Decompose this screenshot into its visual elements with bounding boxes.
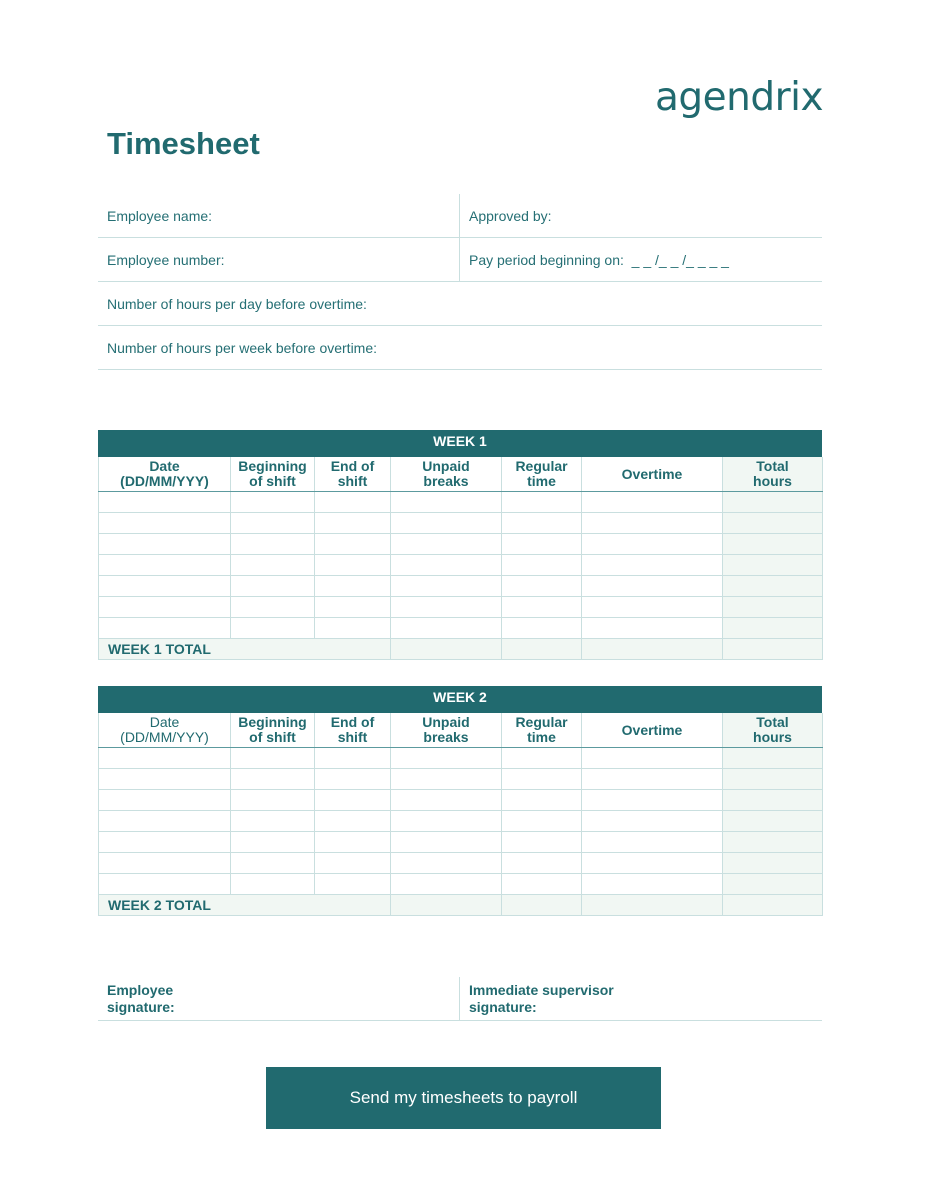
entry-cell[interactable]	[723, 576, 823, 597]
entry-cell[interactable]	[99, 492, 231, 513]
week-1-rows	[99, 492, 823, 660]
week-2-rows	[99, 748, 823, 916]
send-to-payroll-button[interactable]: Send my timesheets to payroll	[266, 1067, 661, 1129]
entry-cell[interactable]	[502, 790, 582, 811]
entry-cell[interactable]	[502, 769, 582, 790]
entry-cell[interactable]	[391, 534, 502, 555]
table-row	[99, 748, 823, 769]
entry-cell[interactable]	[723, 769, 823, 790]
entry-cell[interactable]	[723, 597, 823, 618]
table-row	[99, 874, 823, 895]
entry-cell[interactable]	[231, 555, 315, 576]
entry-cell[interactable]	[231, 832, 315, 853]
entry-cell[interactable]	[231, 597, 315, 618]
signature-section	[98, 977, 822, 1021]
entry-cell[interactable]	[391, 874, 502, 895]
entry-cell[interactable]	[231, 769, 315, 790]
total-cell[interactable]	[723, 639, 823, 660]
entry-cell[interactable]	[502, 534, 582, 555]
entry-cell[interactable]	[231, 513, 315, 534]
entry-cell[interactable]	[391, 597, 502, 618]
col-total: Total hours	[723, 713, 823, 748]
entry-cell[interactable]	[391, 492, 502, 513]
table-row	[99, 555, 823, 576]
entry-cell[interactable]	[582, 576, 723, 597]
table-row	[99, 811, 823, 832]
info-row	[98, 194, 822, 238]
total-cell[interactable]	[582, 895, 723, 916]
entry-cell[interactable]	[99, 534, 231, 555]
table-row	[99, 492, 823, 513]
entry-cell[interactable]	[315, 769, 391, 790]
entry-cell[interactable]	[502, 492, 582, 513]
total-cell[interactable]	[723, 895, 823, 916]
entry-cell[interactable]	[502, 597, 582, 618]
week-total-row	[99, 895, 823, 916]
entry-cell[interactable]	[391, 832, 502, 853]
entry-cell[interactable]	[582, 597, 723, 618]
entry-cell[interactable]	[231, 790, 315, 811]
entry-cell[interactable]	[315, 513, 391, 534]
entry-cell[interactable]	[502, 618, 582, 639]
entry-cell[interactable]	[315, 874, 391, 895]
entry-cell[interactable]	[723, 555, 823, 576]
col-overtime: Overtime	[582, 457, 723, 492]
col-regular: Regular time	[502, 457, 582, 492]
entry-cell[interactable]	[502, 748, 582, 769]
entry-cell[interactable]	[391, 769, 502, 790]
total-cell[interactable]	[582, 639, 723, 660]
entry-cell[interactable]	[391, 576, 502, 597]
entry-cell[interactable]	[231, 618, 315, 639]
entry-cell[interactable]	[723, 853, 823, 874]
table-row	[99, 597, 823, 618]
col-overtime: Overtime	[582, 713, 723, 748]
entry-cell[interactable]	[391, 748, 502, 769]
entry-cell[interactable]	[723, 790, 823, 811]
entry-cell[interactable]	[315, 555, 391, 576]
entry-cell[interactable]	[99, 853, 231, 874]
hours-per-day-field[interactable]: Number of hours per day before overtime:	[107, 295, 367, 312]
entry-cell[interactable]	[502, 811, 582, 832]
week-2-header: WEEK 2	[98, 686, 822, 713]
entry-cell[interactable]	[99, 790, 231, 811]
entry-cell[interactable]	[391, 618, 502, 639]
entry-cell[interactable]	[99, 832, 231, 853]
employee-signature-field[interactable]: Employee signature:	[98, 977, 460, 1020]
entry-cell[interactable]	[723, 811, 823, 832]
pay-period-field[interactable]: Pay period beginning on: _ _ /_ _ /_ _ _ _	[469, 251, 729, 268]
entry-cell[interactable]	[502, 832, 582, 853]
total-cell[interactable]	[391, 639, 502, 660]
week-1-table	[98, 430, 822, 660]
entry-cell[interactable]	[315, 576, 391, 597]
entry-cell[interactable]	[502, 853, 582, 874]
entry-cell[interactable]	[99, 576, 231, 597]
entry-cell[interactable]	[99, 748, 231, 769]
total-cell[interactable]	[502, 639, 582, 660]
entry-cell[interactable]	[582, 811, 723, 832]
week-2-grid	[98, 713, 823, 916]
entry-cell[interactable]	[99, 555, 231, 576]
entry-cell[interactable]	[582, 832, 723, 853]
entry-cell[interactable]	[582, 618, 723, 639]
entry-cell[interactable]	[231, 748, 315, 769]
col-end: End of shift	[315, 713, 391, 748]
col-total: Total hours	[723, 457, 823, 492]
entry-cell[interactable]	[315, 811, 391, 832]
entry-cell[interactable]	[315, 492, 391, 513]
hours-per-week-field[interactable]: Number of hours per week before overtime:	[107, 339, 378, 356]
col-unpaid: Unpaid breaks	[391, 713, 502, 748]
entry-cell[interactable]	[315, 534, 391, 555]
entry-cell[interactable]	[723, 534, 823, 555]
employee-info-section	[98, 194, 822, 370]
entry-cell[interactable]	[315, 790, 391, 811]
agendrix-logo: agendrix	[655, 75, 824, 120]
entry-cell[interactable]	[391, 513, 502, 534]
entry-cell[interactable]	[502, 513, 582, 534]
col-regular: Regular time	[502, 713, 582, 748]
employee-number-field[interactable]: Employee number:	[98, 238, 460, 281]
entry-cell[interactable]	[315, 853, 391, 874]
total-cell[interactable]	[502, 895, 582, 916]
col-date: Date (DD/MM/YYY)	[99, 713, 231, 748]
entry-cell[interactable]	[502, 874, 582, 895]
info-row	[98, 282, 822, 326]
entry-cell[interactable]	[99, 597, 231, 618]
entry-cell[interactable]	[582, 555, 723, 576]
table-row	[99, 853, 823, 874]
entry-cell[interactable]	[723, 748, 823, 769]
entry-cell[interactable]	[391, 853, 502, 874]
entry-cell[interactable]	[582, 513, 723, 534]
entry-cell[interactable]	[502, 555, 582, 576]
entry-cell[interactable]	[391, 790, 502, 811]
entry-cell[interactable]	[582, 769, 723, 790]
entry-cell[interactable]	[391, 811, 502, 832]
entry-cell[interactable]	[99, 513, 231, 534]
week-total-label: WEEK 1 TOTAL	[99, 639, 391, 660]
entry-cell[interactable]	[231, 874, 315, 895]
entry-cell[interactable]	[582, 790, 723, 811]
entry-cell[interactable]	[231, 811, 315, 832]
col-date: Date (DD/MM/YYY)	[99, 457, 231, 492]
table-row	[99, 534, 823, 555]
table-row	[99, 576, 823, 597]
entry-cell[interactable]	[723, 618, 823, 639]
entry-cell[interactable]	[315, 748, 391, 769]
table-row	[99, 790, 823, 811]
entry-cell[interactable]	[231, 853, 315, 874]
entry-cell[interactable]	[723, 832, 823, 853]
entry-cell[interactable]	[723, 492, 823, 513]
table-row	[99, 618, 823, 639]
week-total-label: WEEK 2 TOTAL	[99, 895, 391, 916]
entry-cell[interactable]	[582, 853, 723, 874]
entry-cell[interactable]	[582, 492, 723, 513]
col-unpaid: Unpaid breaks	[391, 457, 502, 492]
entry-cell[interactable]	[99, 618, 231, 639]
week-1-grid	[98, 457, 823, 660]
entry-cell[interactable]	[99, 811, 231, 832]
employee-name-field[interactable]: Employee name:	[98, 194, 460, 237]
week-total-row	[99, 639, 823, 660]
table-row	[99, 769, 823, 790]
col-beginning: Beginning of shift	[231, 457, 315, 492]
entry-cell[interactable]	[723, 513, 823, 534]
col-end: End of shift	[315, 457, 391, 492]
entry-cell[interactable]	[315, 832, 391, 853]
entry-cell[interactable]	[391, 555, 502, 576]
entry-cell[interactable]	[582, 874, 723, 895]
entry-cell[interactable]	[582, 748, 723, 769]
entry-cell[interactable]	[231, 576, 315, 597]
supervisor-signature-field[interactable]: Immediate supervisor signature:	[469, 982, 614, 1015]
entry-cell[interactable]	[99, 769, 231, 790]
entry-cell[interactable]	[99, 874, 231, 895]
week-1-header: WEEK 1	[98, 430, 822, 457]
week-2-table	[98, 686, 822, 916]
table-row	[99, 832, 823, 853]
page-title: Timesheet	[107, 126, 260, 161]
entry-cell[interactable]	[231, 492, 315, 513]
approved-by-field[interactable]: Approved by:	[469, 207, 552, 224]
info-row	[98, 326, 822, 370]
info-row	[98, 238, 822, 282]
total-cell[interactable]	[391, 895, 502, 916]
entry-cell[interactable]	[723, 874, 823, 895]
col-beginning: Beginning of shift	[231, 713, 315, 748]
entry-cell[interactable]	[315, 597, 391, 618]
entry-cell[interactable]	[231, 534, 315, 555]
table-row	[99, 513, 823, 534]
entry-cell[interactable]	[582, 534, 723, 555]
entry-cell[interactable]	[502, 576, 582, 597]
entry-cell[interactable]	[315, 618, 391, 639]
